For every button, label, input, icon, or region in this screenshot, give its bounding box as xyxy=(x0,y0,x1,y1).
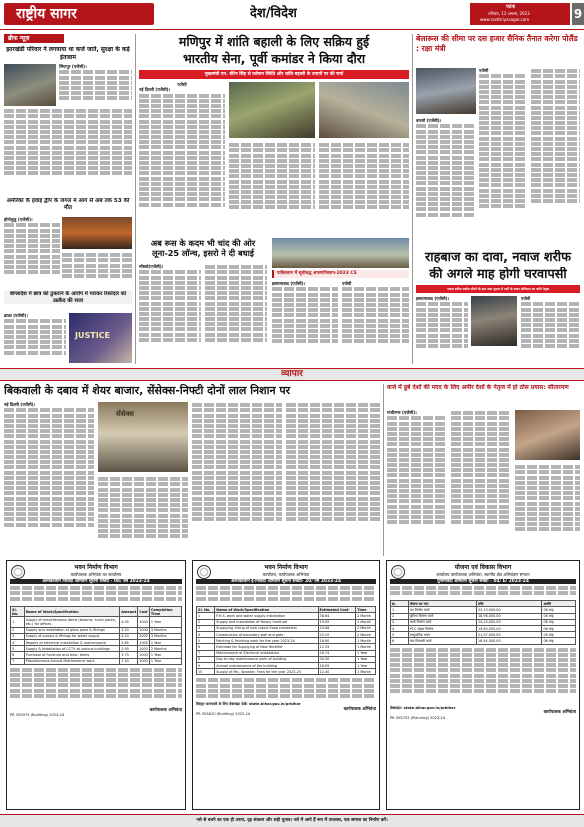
table-cell: 1 Month xyxy=(356,638,376,644)
table-cell: 23,13,000.00 xyxy=(476,607,542,613)
tender-right xyxy=(386,560,580,810)
loan-headline: कर्ज में डूबे देशों की मदद के लिए अमीर देशों के नेतृत्व में हो ठोस प्रयास: सीतारमण xyxy=(387,384,569,391)
tender-right-notice: पुनर्निविदा आमंत्रण सूचना संख्या - 04/ E/ 2023-24 xyxy=(390,579,576,585)
table-cell: 6 xyxy=(11,652,25,658)
vyapar-banner xyxy=(0,368,584,381)
belarus-col0 xyxy=(416,118,476,248)
brief-story1-headline: झारखंडी परिवार ने लगवाया था कर्ज जाते, सुरक्षा के कड़े इंतजाम xyxy=(6,46,130,61)
market-col4 xyxy=(286,402,380,556)
table-cell: 2 Months xyxy=(149,646,181,652)
tender-left-signature: कार्यपालक अभियंता xyxy=(149,707,182,713)
tender-mid-signature: कार्यपालक अभियंता xyxy=(343,706,376,712)
table-cell: 12.33 xyxy=(318,644,356,650)
tender-left-notice: अल्पकालीन निविदा आमंत्रण सूचना संख्या - 08/ वर्ष 2023-24 xyxy=(10,579,182,585)
brief-news-column xyxy=(4,34,132,364)
brief-story3-photo-caption: JUSTICE xyxy=(75,331,111,340)
tender-right-body xyxy=(391,607,576,644)
table-cell: Supply of Mic, Speaker, Fans for the year 2023-24 xyxy=(215,669,318,675)
table-cell: Supply and installation of library furniture xyxy=(215,619,318,625)
table-cell: 25.10 xyxy=(318,632,356,638)
table-cell: PCC सड़क निर्माण xyxy=(408,626,476,632)
lead-dateline: नई दिल्ली (एजेंसी)। xyxy=(139,87,171,93)
table-cell: 09 माह xyxy=(542,632,576,638)
table-cell: 7 xyxy=(197,650,215,656)
nawaz-subhead-text: नवाज शरीफ स्वदेश लौटने के बाद आम चुनाव में पार्टी के प्रचार अभियान का करेंगे नेतृत्व xyxy=(446,287,550,291)
footer-strip-text: नशे से बचने का एक ही उपाय, दृढ़ संकल्प और सही चुनाव। नशे में आये हैं रूप में उपलब्ध, एक समाज का निर्माण करें। xyxy=(196,818,388,823)
brief-dateline1: सिंगापुर (एजेंसी)। xyxy=(59,64,87,69)
table-cell: 2 Month xyxy=(356,613,376,619)
website: www.rashtriyasagar.com xyxy=(480,17,530,22)
table-cell: 1 xyxy=(11,617,25,627)
city: पटना xyxy=(506,4,516,10)
table-cell: 8 xyxy=(197,656,215,662)
tender-mid-dept: भवन निर्माण विभाग xyxy=(264,564,308,571)
table-cell: 1 Month xyxy=(356,644,376,650)
belarus-story xyxy=(416,34,580,249)
table-cell: Supply & Installation of CCTV at various buildings xyxy=(24,646,120,652)
tender-left-header-row xyxy=(11,607,182,617)
table-cell: 2 xyxy=(391,613,409,619)
table-cell: 5 xyxy=(391,632,409,638)
table-cell: 16,44,000.00 xyxy=(476,638,542,644)
table-cell: 1000 xyxy=(139,646,148,651)
table-cell: Estimate for Supplying of New Rectifier xyxy=(215,644,318,650)
table-cell: जल निकासी कार्य xyxy=(408,638,476,644)
tender-mid-footer: PR 305810 (Building) 2023-24 xyxy=(196,712,251,717)
date-box xyxy=(470,3,570,25)
table-cell: 1 Year xyxy=(149,617,181,627)
afghan-agency: एजेंसी xyxy=(342,281,352,286)
lead-col3 xyxy=(319,142,409,232)
column-rule-3 xyxy=(383,384,384,556)
table-cell: 19.05 xyxy=(318,619,356,625)
tl-col-3: Cost xyxy=(138,607,150,617)
lead-subhead-text: मुख्यमंत्री एन. बीरेन सिंह से वर्तमान स्थिति और शांति बहाली के उपायों पर की चर्चा xyxy=(204,72,344,77)
afghan-tag-text: पाकिस्तान में सूचीबद्ध अफगानिस्तान-2023 CS xyxy=(277,271,357,276)
table-cell: 1 xyxy=(197,613,215,619)
tl-col-2: Amount xyxy=(120,607,138,617)
table-cell: Maintenance of Electrical installation xyxy=(215,650,318,656)
market-col3 xyxy=(192,402,282,556)
paper-name-box xyxy=(4,3,154,25)
tender-left xyxy=(6,560,186,810)
table-cell: Supply of pumps & fittings for water supply xyxy=(24,633,120,639)
table-cell: 2 xyxy=(197,619,215,625)
table-cell: Miscellaneous Annual Maintenance work xyxy=(24,658,120,664)
table-cell: 1 Year xyxy=(356,656,376,662)
table-cell: 4 xyxy=(391,626,409,632)
table-cell: 1000 xyxy=(139,634,148,639)
tl-col-0: Sl. No. xyxy=(11,607,25,617)
table-cell: 06 माह xyxy=(542,619,576,625)
table-cell: 10 xyxy=(197,669,215,675)
tender-mid-seal xyxy=(197,565,211,579)
table-cell: 1 Month xyxy=(356,619,376,625)
nawaz-headline-line2: की अगले माह होगी घरवापसी xyxy=(429,267,567,282)
table-cell: 1 Year xyxy=(356,662,376,668)
tender-mid-office: कार्यालय, कार्यपालक अभियंता xyxy=(262,571,310,577)
moon-dateline: मॉस्को(एजेंसी)। xyxy=(139,264,164,269)
market-col1 xyxy=(4,402,94,556)
market-photo xyxy=(98,402,188,472)
section-title: देश/विदेश xyxy=(250,6,297,21)
lead-story xyxy=(139,34,409,234)
tr-col-2: राशि xyxy=(476,601,542,607)
nawaz-dateline: इस्लामाबाद (एजेंसी)। xyxy=(416,296,450,301)
tender-mid-note: विस्तृत जानकारी के लिए वेबसाइट देखें: state.bihar.gov.in/prbihar xyxy=(196,702,301,707)
table-cell: 4.10 xyxy=(120,633,138,639)
brief-story1-body xyxy=(4,108,132,196)
table-cell: पथ निर्माण कार्य xyxy=(408,607,476,613)
tender-right-note: वेबसाइट: state.bihar.gov.in/prbihar xyxy=(390,705,456,710)
table-cell: 1000 xyxy=(139,628,148,633)
table-cell: 21,57,000.00 xyxy=(476,632,542,638)
table-cell: 2.40 xyxy=(120,658,138,664)
market-col2 xyxy=(98,476,188,556)
table-row xyxy=(197,669,376,675)
table-cell: 06 माह xyxy=(542,638,576,644)
table-cell: 1000 xyxy=(139,652,148,657)
market-story xyxy=(4,384,380,556)
table-cell: 24,15,000.00 xyxy=(476,619,542,625)
brief-label xyxy=(4,34,64,43)
table-cell: 2 xyxy=(11,627,25,633)
table-cell: पुलिया निर्माण कार्य xyxy=(408,613,476,619)
nawaz-agency: एजेंसी xyxy=(521,296,531,301)
lead-agency: एजेंसी xyxy=(177,82,187,87)
tr-col-1: योजना का नाम xyxy=(408,601,476,607)
table-cell: 16.09 xyxy=(318,662,356,668)
brief-story3-photo xyxy=(69,313,132,363)
table-cell: 3 xyxy=(197,625,215,631)
tender-right-terms xyxy=(390,648,576,706)
market-headline: बिकवाली के दबाव में शेयर बाजार, सेंसेक्स-निफ्टी दोनों लाल निशान पर xyxy=(4,384,291,397)
table-cell: 4 xyxy=(11,640,25,646)
brief-dateline3: ढाका (एजेंसी)। xyxy=(4,313,28,318)
loan-dateline: गांधीनगर (एजेंसी)। xyxy=(387,410,417,415)
table-cell: 19,80,000.00 xyxy=(476,626,542,632)
table-cell: 06 माह xyxy=(542,607,576,613)
table-cell: Repairs of electrical installation & maintenance xyxy=(24,640,120,646)
footer-strip xyxy=(0,814,584,827)
table-cell: 1000 xyxy=(138,617,150,627)
table-cell: 2 Month xyxy=(356,625,376,631)
tender-left-intro xyxy=(10,586,182,606)
table-cell: 18,96,000.00 xyxy=(476,613,542,619)
lead-subhead xyxy=(139,70,409,79)
table-cell: 3 xyxy=(391,619,409,625)
tender-right-dept: योजना एवं विकास विभाग xyxy=(454,564,512,571)
afghan-dateline: इस्लामाबाद (एजेंसी)। xyxy=(272,281,306,286)
tender-right-seal xyxy=(391,565,405,579)
table-cell: 06 माह xyxy=(542,613,576,619)
table-cell: 16.90 xyxy=(318,638,356,644)
table-cell: 2 Month xyxy=(356,632,376,638)
brief-story1-text xyxy=(59,64,132,106)
table-cell: Supply of miscellaneous items (brooms, lunch packs, etc.) for offices xyxy=(24,617,120,627)
table-cell: 38.64 xyxy=(318,613,356,619)
loan-story xyxy=(387,384,580,556)
tender-left-dept: भवन निर्माण विभाग xyxy=(74,564,118,571)
tl-col-4: Completion Time xyxy=(149,607,181,617)
nawaz-photo xyxy=(471,296,517,346)
tender-left-table xyxy=(10,606,182,665)
moon-col1 xyxy=(139,264,201,364)
tm-col-0: Sl. No. xyxy=(197,607,215,613)
market-photo-caption: सेंसेक्स xyxy=(116,410,134,418)
table-cell: Construction of boundary wall and gate xyxy=(215,632,318,638)
table-cell: 3 Months xyxy=(149,627,181,633)
tender-right-table xyxy=(390,600,576,644)
brief-story3-headline: बांग्लादेश में छात्र को ठुकराने के आरोप में मारकर रिश्तेदार को उम्रकैद की सजा xyxy=(4,291,132,304)
tm-col-1: Name of Work/Specification xyxy=(215,607,318,613)
tender-right-footer: PR 305752 (Planning) 2023-24 xyxy=(390,715,446,720)
tender-right-intro xyxy=(390,586,576,600)
table-cell: 6 xyxy=(197,644,215,650)
tender-left-office: कार्यपालक अभियंता का कार्यालय xyxy=(70,571,122,577)
table-row xyxy=(11,658,182,664)
table-cell: 1000 xyxy=(139,659,148,664)
tender-mid-intro xyxy=(196,586,376,606)
masthead xyxy=(0,0,584,30)
nawaz-col2 xyxy=(521,296,580,364)
table-cell: 3.75 xyxy=(120,652,138,658)
moon-story xyxy=(139,238,267,364)
table-cell: 3.20 xyxy=(120,627,138,633)
paper-name: राष्ट्रीय सागर xyxy=(16,6,77,22)
table-row xyxy=(391,638,576,644)
belarus-col2 xyxy=(531,68,580,248)
moon-col2 xyxy=(205,264,267,364)
tender-left-terms xyxy=(10,668,182,708)
nawaz-subhead xyxy=(416,285,580,293)
table-cell: Day to day maintenance work of building xyxy=(215,656,318,662)
brief-story2-headline: अमेरिका के हवाई द्वीप के जंगल में आग से अब तक 53 की मौत xyxy=(6,198,130,211)
brief-story2-body xyxy=(62,252,132,288)
table-row xyxy=(11,617,182,627)
nawaz-col1 xyxy=(416,296,468,364)
tender-left-body xyxy=(11,617,182,664)
lead-col1 xyxy=(139,82,225,232)
table-cell: 3.85 xyxy=(120,640,138,646)
tender-mid-table xyxy=(196,606,376,675)
table-cell: 5 xyxy=(11,646,25,652)
table-cell: 1 Year xyxy=(149,640,181,646)
brief-dateline2: होनोलुलु (एजेंसी)। xyxy=(4,217,33,222)
loan-col3 xyxy=(515,464,580,556)
market-dateline: नई दिल्ली (एजेंसी)। xyxy=(4,402,36,407)
nawaz-headline-line1: राहबाज का दावा, नवाज शरीफ xyxy=(425,250,571,265)
table-cell: 3 Months xyxy=(149,633,181,639)
table-cell: Painting & finishing work for the year 2023-24 xyxy=(215,638,318,644)
page-number: 9 xyxy=(572,3,584,25)
tr-col-3: अवधि xyxy=(542,601,576,607)
table-cell: 06 माह xyxy=(542,626,576,632)
tender-mid-terms xyxy=(196,678,376,702)
table-cell: Purchase of furniture and misc. items xyxy=(24,652,120,658)
belarus-headline: बेलारूस की सीमा पर दस हजार सैनिक तैनात करेगा पोलैंड : रक्षा मंत्री xyxy=(416,34,578,53)
table-cell: 4.05 xyxy=(120,617,138,627)
belarus-photo xyxy=(416,68,476,114)
brief-story2-text xyxy=(4,217,60,287)
belarus-col1 xyxy=(479,68,527,248)
tm-col-2: Estimated Cost xyxy=(318,607,356,613)
table-cell: 18.74 xyxy=(318,650,356,656)
table-cell: 1 Year xyxy=(356,650,376,656)
table-cell: 4 xyxy=(197,632,215,638)
tl-col-1: Name of Work/Specification xyxy=(24,607,120,617)
tender-mid-body xyxy=(197,613,376,675)
vyapar-banner-text: व्यापार xyxy=(281,369,303,379)
nawaz-story xyxy=(272,250,580,366)
loan-col1 xyxy=(387,410,447,556)
lead-headline-line2: भारतीय सेना, पूर्वी कमांडर ने किया दौरा xyxy=(182,51,366,66)
lead-col2 xyxy=(229,142,315,232)
brief-story2-photo xyxy=(62,217,132,249)
table-cell: 24.06 xyxy=(318,625,356,631)
date: शनिवार, 12 अगस्त, 2023 xyxy=(488,11,530,16)
table-cell: Supplying, fixing of new Liquid Soap containers xyxy=(215,625,318,631)
belarus-dateline: वारसॉ (एजेंसी)। xyxy=(416,118,442,123)
table-cell: 7 xyxy=(11,658,25,664)
table-cell: 5 xyxy=(197,638,215,644)
loan-col2 xyxy=(451,410,511,556)
brief-story3-text xyxy=(4,313,66,363)
loan-photo xyxy=(515,410,580,460)
table-cell: 3 xyxy=(11,633,25,639)
table-cell: Annual maintenance of the building xyxy=(215,662,318,668)
table-cell: नाली निर्माण कार्य xyxy=(408,619,476,625)
brief-story1-photo xyxy=(4,64,56,106)
tender-left-footer: PR 305975 (Building) 2023-24 xyxy=(10,713,65,718)
tr-col-0: क्र. xyxy=(391,601,409,607)
moon-headline: अब रूस के कदम भी चांद की ओर लूना-25 लॉन्च, इसरो ने दी बधाई xyxy=(150,238,256,258)
table-cell: 1 Month xyxy=(356,669,376,675)
table-cell: 1 Year xyxy=(149,658,181,664)
lead-photo-1 xyxy=(229,82,315,138)
table-cell: 2.90 xyxy=(120,646,138,652)
table-cell: 30.30 xyxy=(318,656,356,662)
table-cell: 1000 xyxy=(139,640,148,645)
table-cell: 12.40 xyxy=(318,669,356,675)
table-cell: 1 Year xyxy=(149,652,181,658)
tender-right-signature: कार्यपालक अभियंता xyxy=(543,710,576,716)
tm-col-3: Time xyxy=(356,607,376,613)
table-cell: Supply and installation of glass pane & fittings xyxy=(24,627,120,633)
table-cell: 6 xyxy=(391,638,409,644)
table-cell: P.H.S. work and water supply installation xyxy=(215,613,318,619)
lead-headline-line1: मणिपुर में शांति बहाली के लिए सक्रिय हुई xyxy=(178,34,370,49)
tender-right-office: कार्यालय कार्यपालक अभियंता, स्थानीय क्षेत्र अभियंत्रण संगठन xyxy=(436,571,530,577)
brief-label-text: ब्रीफ न्यूज़ xyxy=(8,35,30,42)
belarus-agency: एजेंसी xyxy=(479,68,489,73)
table-cell: 9 xyxy=(197,662,215,668)
table-cell: 1 xyxy=(391,607,409,613)
tender-left-seal xyxy=(11,565,25,579)
column-rule-1 xyxy=(135,34,136,364)
lead-photo-2 xyxy=(319,82,409,138)
tender-mid-notice: अल्पकालीन ई-निविदा आमंत्रण सूचना संख्या- 20/ वर्ष 2023-24 xyxy=(196,579,376,585)
tender-mid xyxy=(192,560,380,810)
table-cell: सामुदायिक भवन xyxy=(408,632,476,638)
